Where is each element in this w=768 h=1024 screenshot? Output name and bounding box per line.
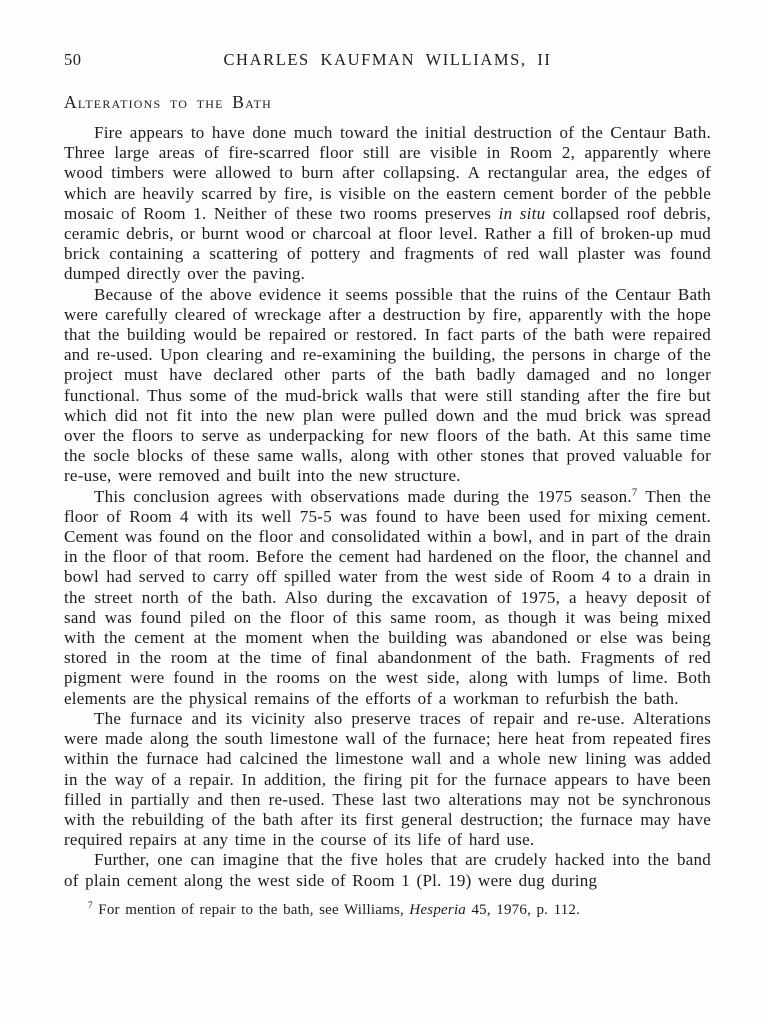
footnote-marker: 7 (631, 487, 638, 498)
text-segment: Further, one can imagine that the five holes that are crudely hacked into the band of plain cement along the west side of Room 1 (Pl. 19) were dug during (64, 850, 711, 890)
paragraph (64, 487, 711, 709)
text-segment: This conclusion agrees with observations made during the 1975 season. (94, 486, 632, 506)
running-head (64, 50, 711, 72)
text-segment: Fire appears to have done much toward the initial destruction of the Centaur Bath. Three large areas of fire-scarred floor still are visible in Room 2, apparently where wood timbers were allowed to burn after collapsing. A rectangular area, the edges of which are heavily scarred by fire, is visible on the eastern cement border of the pebble mosaic of Room 1. Neither of these two rooms preserves (64, 123, 711, 223)
text-segment: For mention of repair to the bath, see Williams, (92, 901, 410, 918)
running-title: CHARLES KAUFMAN WILLIAMS, II (223, 50, 552, 69)
body-paragraphs (64, 123, 711, 891)
paragraph (64, 709, 711, 850)
paragraph (64, 285, 711, 487)
text-segment: Because of the above evidence it seems possible that the ruins of the Centaur Bath were carefully cleared of wreckage after a destruction by fire, apparently with the hope that the building would be repaired or restored. In fact parts of the bath were repaired and re-used. Upon clearing and re-examining the building, the persons in charge of the project must have declared other parts of the bath badly damaged and no longer functional. Thus some of the mud-brick walls that were still standing after the fire but which did not fit into the new plan were pulled down and the mud brick was spread over the floors to serve as underpacking for new floors of the bath. At this same time the socle blocks of these same walls, along with other stones that proved valuable for re-use, were removed and built into the new structure. (64, 284, 711, 486)
text-segment: The furnace and its vicinity also preserve traces of repair and re-use. Alterations were made along the south limestone wall of the furnace; here heat from repeated fires within the furnace had calcined the limestone wall and a whole new lining was added in the way of a repair. In addition, the firing pit for the furnace appears to have been filled in partially and then re-used. These last two alterations may not be synchronous with the rebuilding of the bath after its first general destruction; the furnace may have required repairs at any time in the course of its life of hard use. (64, 708, 711, 850)
footnote-marker: 7 (88, 900, 93, 911)
text-segment: 45, 1976, p. 112. (466, 901, 581, 918)
text-segment: Hesperia (409, 901, 467, 918)
footnote (64, 901, 711, 919)
paragraph (64, 850, 711, 890)
text-segment: in situ (498, 203, 546, 223)
page-number: 50 (64, 50, 82, 69)
text-segment: collapsed roof debris, ceramic debris, or burnt wood or charcoal at floor level. Rather a fill of broken-up mud brick containing a scattering of pottery and fragments of red wall plaster was found dumped directly over the paving. (64, 203, 711, 284)
section-heading: Alterations to the Bath (64, 92, 273, 112)
paragraph (64, 123, 711, 285)
text-segment: Then the floor of Room 4 with its well 75-5 was found to have been used for mixing cement. Cement was found on the floor and consolidated within a bowl, and in part of the drain in the floor of that room. Before the cement had hardened on the floor, the channel and bowl had served to carry off spilled water from the west side of Room 4 to a drain in the street north of the bath. Also during the excavation of 1975, a heavy deposit of sand was found piled on the floor of this same room, as though it was being mixed with the cement at the moment when the building was abandoned or else was being stored in the room at the time of final abandonment of the bath. Fragments of red pigment were found in the rooms on the west side, along with lumps of lime. Both elements are the physical remains of the efforts of a workman to refurbish the bath. (64, 486, 711, 708)
